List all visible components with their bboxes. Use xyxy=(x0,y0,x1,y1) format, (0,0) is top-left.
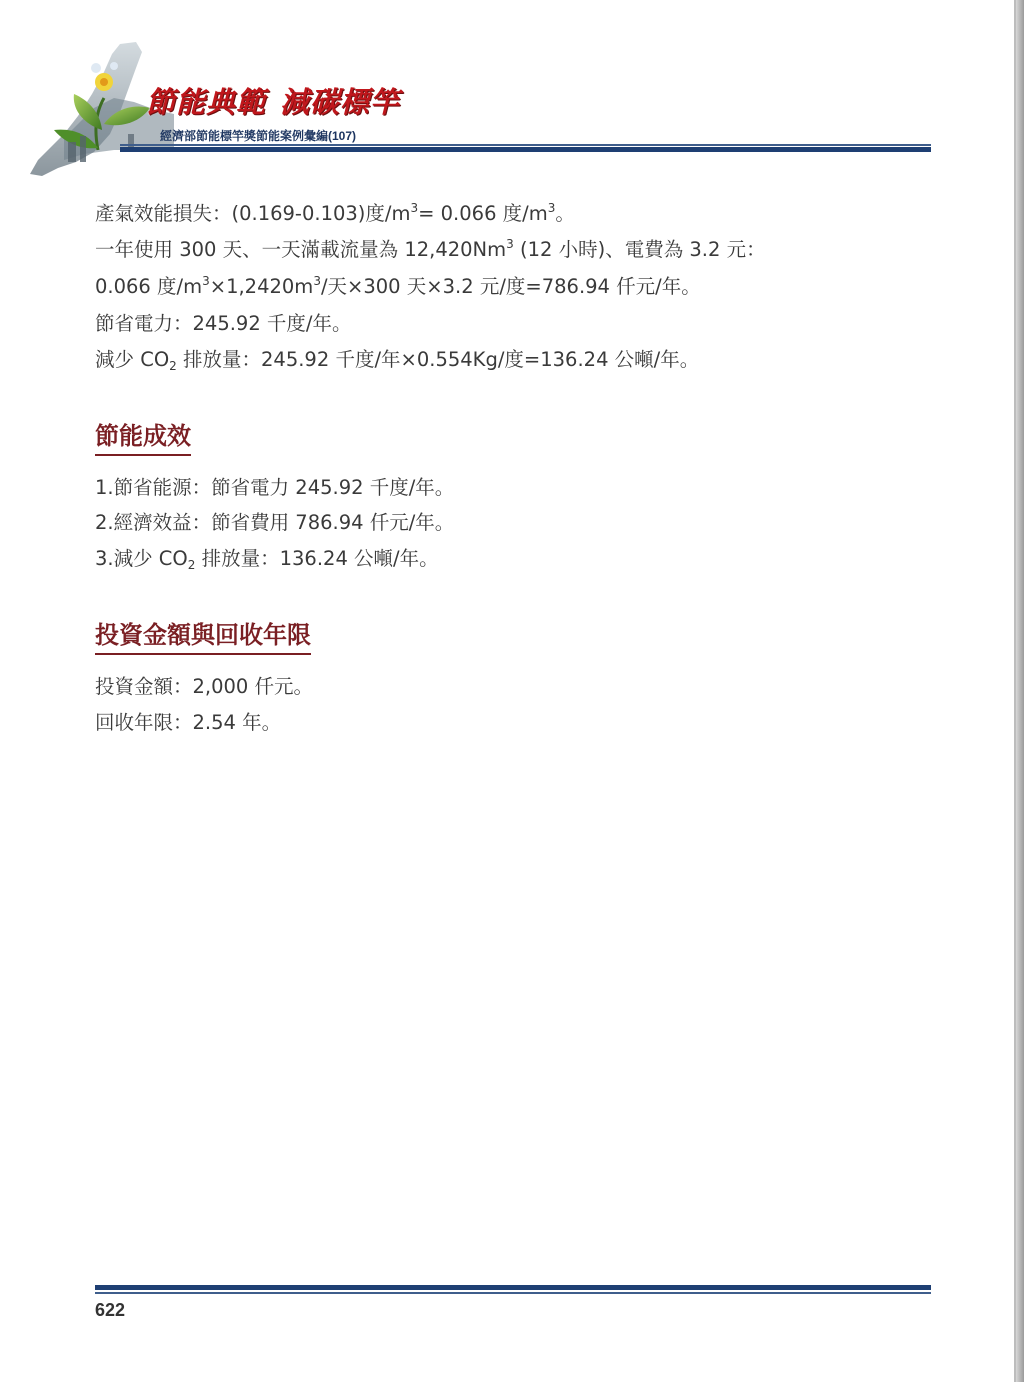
section-title-investment: 投資金額與回收年限 xyxy=(95,615,311,655)
results-item-economic: 2.經濟效益：節省費用 786.94 仟元/年。 xyxy=(95,511,455,534)
calc-line-cost-formula xyxy=(95,274,701,300)
section-title-results: 節能成效 xyxy=(95,416,191,456)
header-title-part2: 減碳標竿 xyxy=(280,85,401,119)
calc-line-annual-usage xyxy=(95,237,766,263)
calc-line-1-text-c: 。 xyxy=(555,202,575,225)
header-rule-thick xyxy=(120,147,931,152)
footer-rule-thick xyxy=(95,1285,931,1290)
results-item-energy: 1.節省能源：節省電力 245.92 千度/年。 xyxy=(95,476,455,499)
page-edge xyxy=(1016,0,1024,1382)
calc-line-3-sup-b: 3 xyxy=(313,274,321,288)
calc-line-1-text-b: = 0.066 度/m xyxy=(418,202,548,225)
header-rule xyxy=(120,144,931,146)
calc-line-3-text-a: 0.066 度/m xyxy=(95,275,203,298)
calc-line-5-sub: 2 xyxy=(169,359,177,373)
calc-line-gas-efficiency-loss xyxy=(95,201,575,227)
page-number: 622 xyxy=(95,1300,126,1320)
results-item-3-sub: 2 xyxy=(187,558,196,572)
calc-line-3-text-b: ×1,2420m xyxy=(209,275,314,298)
header-subtitle: 經濟部節能標竿獎節能案例彙編(107) xyxy=(160,129,357,143)
results-item-3-text-a: 3.減少 CO xyxy=(95,547,188,570)
calc-line-5-text-a: 減少 CO xyxy=(95,348,170,371)
results-item-co2 xyxy=(95,546,439,572)
footer-rule xyxy=(95,1292,931,1294)
investment-payback: 回收年限：2.54 年。 xyxy=(95,711,282,734)
header-title-part1: 節能典範 xyxy=(146,85,267,119)
calc-line-power-saved: 節省電力：245.92 千度/年。 xyxy=(95,312,352,335)
calc-line-3-text-c: /天×300 天×3.2 元/度=786.94 仟元/年。 xyxy=(320,275,701,298)
calc-line-2-sup: 3 xyxy=(506,237,514,251)
calc-line-5-text-b: 排放量：245.92 千度/年×0.554Kg/度=136.24 公噸/年。 xyxy=(176,348,700,371)
calc-line-2-text-a: 一年使用 300 天、一天滿載流量為 12,420Nm xyxy=(95,238,507,261)
calc-line-3-sup-a: 3 xyxy=(202,274,210,288)
calc-line-co2-reduction xyxy=(95,347,699,373)
calc-line-2-text-b: (12 小時)、電費為 3.2 元： xyxy=(513,238,766,261)
calc-line-1-text-a: 產氣效能損失：(0.169-0.103)度/m xyxy=(95,202,411,225)
calc-line-1-sup-b: 3 xyxy=(547,201,556,215)
results-item-3-text-b: 排放量：136.24 公噸/年。 xyxy=(195,547,439,570)
header-title xyxy=(146,80,400,121)
calc-line-1-sup-a: 3 xyxy=(410,201,419,215)
investment-amount: 投資金額：2,000 仟元。 xyxy=(95,675,314,698)
